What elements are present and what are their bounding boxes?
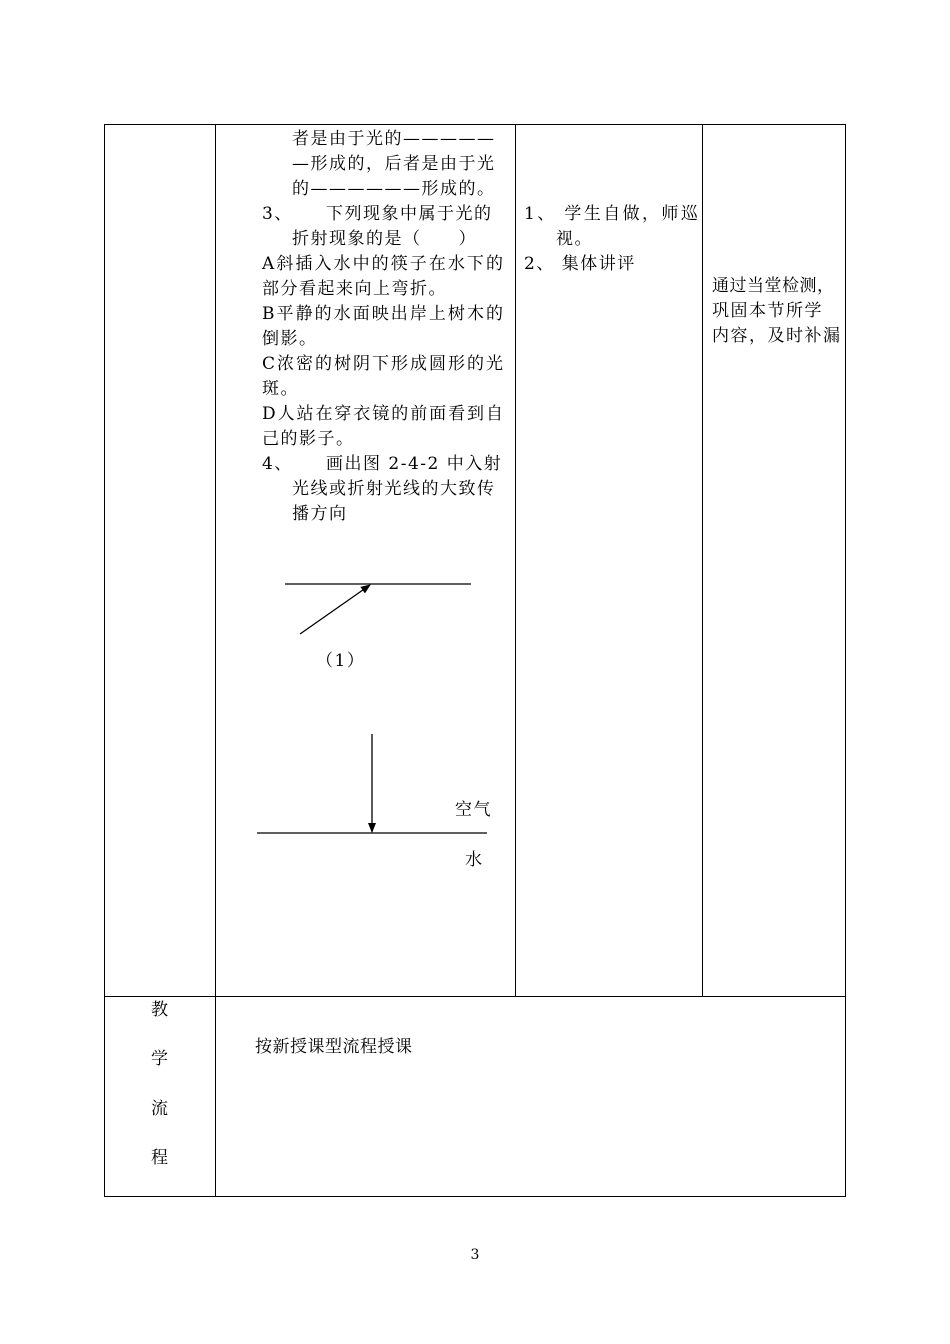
teaching-process-text: 按新授课型流程授课 xyxy=(255,1037,413,1057)
row-label-char: 流 xyxy=(151,1099,168,1119)
option-b: B平静的水面映出岸上树木的 xyxy=(262,304,504,324)
option-a: 部分看起来向上弯折。 xyxy=(262,279,447,299)
figure-1-incident-ray-arrow xyxy=(300,585,370,634)
option-d: 己的影子。 xyxy=(262,429,355,449)
purpose-text: 内容，及时补漏 xyxy=(712,326,842,346)
question-4-text: 播方向 xyxy=(292,504,348,524)
activity-item: 视。 xyxy=(556,229,593,249)
option-a: A斜插入水中的筷子在水下的 xyxy=(262,254,504,274)
purpose-text: 通过当堂检测， xyxy=(712,276,835,296)
question-4-text: 光线或折射光线的大致传 xyxy=(292,479,496,499)
content-line: —形成的，后者是由于光 xyxy=(292,154,496,174)
question-4-text: 画出图 2-4-2 中入射 xyxy=(326,454,503,474)
page-number: 3 xyxy=(470,1247,480,1263)
row-label-char: 学 xyxy=(151,1049,168,1069)
option-c: C浓密的树阴下形成圆形的光 xyxy=(262,354,504,374)
option-c: 斑。 xyxy=(262,379,299,399)
water-label: 水 xyxy=(465,850,484,870)
option-b: 倒影。 xyxy=(262,329,318,349)
figure-1-label: （1） xyxy=(316,651,366,671)
row-label-char: 程 xyxy=(151,1148,168,1168)
activity-item: 2、 集体讲评 xyxy=(524,254,636,274)
question-4-number: 4、 xyxy=(262,454,293,474)
option-d: D人站在穿衣镜的前面看到自 xyxy=(262,404,504,424)
activity-item: 1、 学生自做，师巡 xyxy=(524,204,701,224)
question-3-number: 3、 xyxy=(262,204,293,224)
question-3-text: 折射现象的是（ ） xyxy=(292,229,477,249)
air-label: 空气 xyxy=(455,800,492,820)
content-line: 的——————形成的。 xyxy=(292,179,496,199)
question-3-text: 下列现象中属于光的 xyxy=(326,204,493,224)
row-label-char: 教 xyxy=(151,1000,168,1020)
purpose-text: 巩固本节所学 xyxy=(712,301,823,321)
content-line: 者是由于光的————— xyxy=(292,129,496,149)
